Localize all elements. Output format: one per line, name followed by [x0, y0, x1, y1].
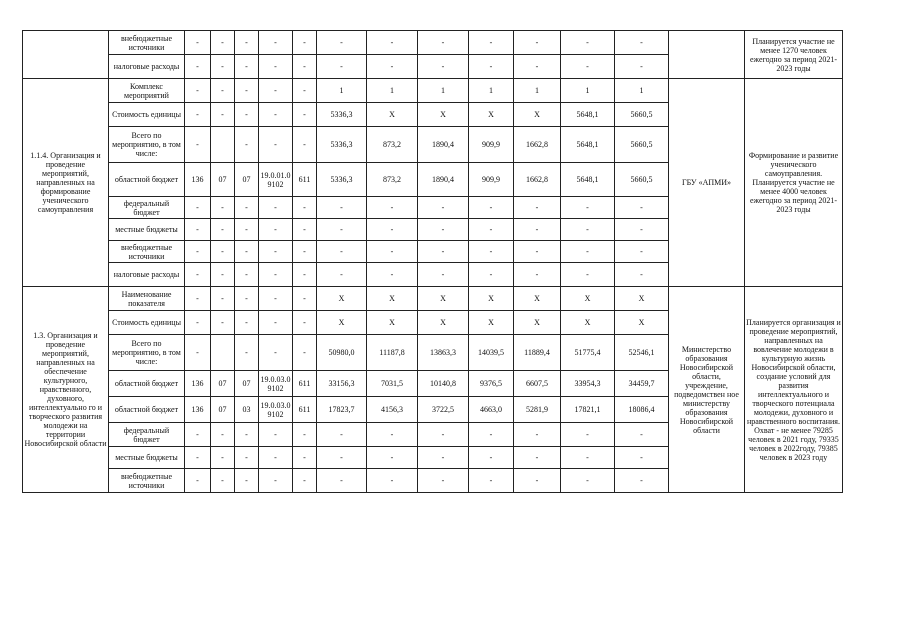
table-cell: X	[317, 287, 367, 311]
table-cell: -	[235, 79, 259, 103]
table-cell: -	[185, 219, 211, 241]
table-cell	[211, 335, 235, 371]
table-row	[23, 79, 843, 103]
table-cell: -	[293, 423, 317, 447]
table-cell: 9376,5	[469, 371, 514, 397]
table-cell: X	[418, 311, 469, 335]
table-cell: -	[469, 197, 514, 219]
program-table-page	[22, 30, 843, 493]
table-cell: 1	[469, 79, 514, 103]
row-label: местные бюджеты	[109, 447, 185, 469]
table-cell: -	[211, 241, 235, 263]
table-cell: X	[469, 287, 514, 311]
table-cell: -	[367, 263, 418, 287]
table-cell: 07	[211, 397, 235, 423]
table-cell: -	[259, 127, 293, 163]
table-cell: 17821,1	[561, 397, 615, 423]
table-cell: -	[615, 241, 669, 263]
table-cell: 07	[211, 163, 235, 197]
table-cell: X	[615, 311, 669, 335]
table-cell: -	[317, 31, 367, 55]
table-cell: 14039,5	[469, 335, 514, 371]
table-cell: -	[418, 447, 469, 469]
table-cell: 5648,1	[561, 103, 615, 127]
table-cell: 33954,3	[561, 371, 615, 397]
table-cell: -	[469, 263, 514, 287]
table-cell: -	[615, 219, 669, 241]
table-cell: -	[514, 423, 561, 447]
table-cell: 1	[561, 79, 615, 103]
table-cell: 3722,5	[418, 397, 469, 423]
table-cell: -	[235, 219, 259, 241]
table-cell: 1662,8	[514, 163, 561, 197]
table-cell: -	[469, 469, 514, 493]
activity-name: 1.3. Организация и проведение мероприятий, направленных на обеспечение культурного, нравственного, духовного, интеллектуально го и творческого развития молодежи на территории Новосибирской области	[23, 287, 109, 493]
table-row	[23, 31, 843, 55]
table-cell: -	[469, 31, 514, 55]
table-cell: -	[185, 287, 211, 311]
table-cell: -	[211, 469, 235, 493]
row-label: областной бюджет	[109, 371, 185, 397]
table-cell: X	[469, 103, 514, 127]
table-cell: 7031,5	[367, 371, 418, 397]
table-cell: -	[211, 103, 235, 127]
table-cell: -	[367, 55, 418, 79]
table-cell: -	[615, 423, 669, 447]
table-cell: 5336,3	[317, 163, 367, 197]
row-label: Комплекс мероприятий	[109, 79, 185, 103]
table-cell: 18086,4	[615, 397, 669, 423]
table-cell: -	[235, 241, 259, 263]
table-cell: 5281,9	[514, 397, 561, 423]
table-cell: 611	[293, 163, 317, 197]
table-cell: -	[259, 423, 293, 447]
table-cell: -	[317, 447, 367, 469]
table-cell: 873,2	[367, 163, 418, 197]
table-cell: 50980,0	[317, 335, 367, 371]
table-cell: -	[615, 469, 669, 493]
table-cell: X	[561, 311, 615, 335]
table-cell: 19.0.03.0 9102	[259, 371, 293, 397]
table-cell: 1	[367, 79, 418, 103]
table-cell: -	[367, 423, 418, 447]
table-cell: 10140,8	[418, 371, 469, 397]
table-cell: X	[514, 287, 561, 311]
table-cell: -	[561, 197, 615, 219]
table-cell: -	[615, 55, 669, 79]
table-cell: 909,9	[469, 127, 514, 163]
row-label: областной бюджет	[109, 397, 185, 423]
table-cell: X	[615, 287, 669, 311]
table-cell: -	[514, 31, 561, 55]
table-cell: -	[367, 197, 418, 219]
table-cell: -	[235, 335, 259, 371]
table-cell: -	[293, 79, 317, 103]
table-cell: -	[561, 219, 615, 241]
table-cell: -	[259, 219, 293, 241]
table-cell: -	[561, 241, 615, 263]
row-label: Стоимость единицы	[109, 103, 185, 127]
table-cell: -	[615, 31, 669, 55]
table-cell: -	[317, 263, 367, 287]
table-cell: 4663,0	[469, 397, 514, 423]
table-cell: -	[185, 469, 211, 493]
table-cell: -	[235, 469, 259, 493]
table-cell: 1	[418, 79, 469, 103]
row-label: федеральный бюджет	[109, 197, 185, 219]
table-cell: -	[185, 103, 211, 127]
table-cell: X	[469, 311, 514, 335]
table-cell: 13863,3	[418, 335, 469, 371]
table-cell: 11187,8	[367, 335, 418, 371]
table-cell: -	[293, 311, 317, 335]
table-cell: -	[259, 79, 293, 103]
table-cell: 1890,4	[418, 163, 469, 197]
table-cell: 07	[235, 163, 259, 197]
table-cell: 11889,4	[514, 335, 561, 371]
table-cell: -	[317, 197, 367, 219]
table-cell: 611	[293, 371, 317, 397]
table-cell: X	[514, 103, 561, 127]
table-cell: 34459,7	[615, 371, 669, 397]
table-cell: -	[235, 287, 259, 311]
table-cell: 5648,1	[561, 127, 615, 163]
table-cell: -	[185, 263, 211, 287]
executor: Министерство образования Новосибирской области, учреждение, подведомствен ное министерству образования Новосибирской области	[669, 287, 745, 493]
table-cell: -	[615, 197, 669, 219]
row-label: налоговые расходы	[109, 55, 185, 79]
table-cell: -	[185, 127, 211, 163]
table-cell: -	[235, 127, 259, 163]
table-cell: -	[293, 447, 317, 469]
table-cell: -	[259, 469, 293, 493]
row-label: Всего по мероприятию, в том числе:	[109, 127, 185, 163]
table-cell: -	[418, 469, 469, 493]
table-cell: -	[259, 311, 293, 335]
expected-result: Планируется организация и проведение мероприятий, направленных на вовлечение молодежи в культурную жизнь Новосибирской области, создание условий для развития интеллектуального и творческого потенциала молодежи, духовного и нравственного воспитания. Охват - не менее 79285 человек в 2021 году, 79335 человек в 2022году, 79385 человек в 2023 году	[745, 287, 843, 493]
table-cell: -	[317, 219, 367, 241]
table-cell: 17823,7	[317, 397, 367, 423]
table-cell: -	[235, 447, 259, 469]
table-cell: X	[418, 287, 469, 311]
row-label: местные бюджеты	[109, 219, 185, 241]
table-cell: -	[259, 287, 293, 311]
table-cell: -	[185, 447, 211, 469]
table-cell: 03	[235, 397, 259, 423]
table-cell: -	[469, 241, 514, 263]
table-cell: -	[185, 197, 211, 219]
table-cell: -	[211, 55, 235, 79]
table-cell: 1662,8	[514, 127, 561, 163]
table-cell: -	[367, 31, 418, 55]
table-cell: -	[185, 311, 211, 335]
table-cell: -	[211, 219, 235, 241]
table-cell: -	[418, 263, 469, 287]
table-cell: -	[211, 447, 235, 469]
table-cell: X	[367, 287, 418, 311]
table-cell: -	[235, 423, 259, 447]
table-cell: -	[317, 469, 367, 493]
table-cell: -	[561, 447, 615, 469]
table-cell: 1890,4	[418, 127, 469, 163]
table-cell: -	[293, 55, 317, 79]
table-cell: -	[561, 31, 615, 55]
table-cell: 19.0.01.0 9102	[259, 163, 293, 197]
table-cell: 136	[185, 397, 211, 423]
table-cell: -	[235, 263, 259, 287]
row-label: налоговые расходы	[109, 263, 185, 287]
expected-result: Планируется участие не менее 1270 человек ежегодно за период 2021-2023 годы	[745, 31, 843, 79]
table-cell: 1	[615, 79, 669, 103]
table-cell: -	[293, 197, 317, 219]
table-cell: -	[185, 31, 211, 55]
table-cell: -	[293, 241, 317, 263]
table-cell: -	[293, 469, 317, 493]
table-cell: -	[211, 423, 235, 447]
table-cell: 136	[185, 163, 211, 197]
table-cell: -	[514, 55, 561, 79]
table-cell: -	[211, 31, 235, 55]
table-cell: -	[615, 263, 669, 287]
table-cell: -	[367, 219, 418, 241]
table-cell: 873,2	[367, 127, 418, 163]
table-cell: -	[561, 423, 615, 447]
table-cell: -	[259, 31, 293, 55]
table-cell: 5648,1	[561, 163, 615, 197]
table-cell: -	[561, 469, 615, 493]
table-cell: -	[293, 287, 317, 311]
row-label: областной бюджет	[109, 163, 185, 197]
table-cell: -	[469, 423, 514, 447]
table-cell: -	[293, 219, 317, 241]
row-label: внебюджетные источники	[109, 469, 185, 493]
table-cell: 909,9	[469, 163, 514, 197]
table-cell: 5660,5	[615, 127, 669, 163]
table-cell: -	[469, 55, 514, 79]
table-cell: -	[615, 447, 669, 469]
table-cell: -	[259, 55, 293, 79]
table-cell: -	[293, 263, 317, 287]
row-label: Стоимость единицы	[109, 311, 185, 335]
row-label: Наименование показателя	[109, 287, 185, 311]
row-label: внебюджетные источники	[109, 241, 185, 263]
table-cell: -	[514, 469, 561, 493]
table-cell: 33156,3	[317, 371, 367, 397]
table-cell: -	[185, 335, 211, 371]
table-cell: -	[235, 197, 259, 219]
table-cell: -	[211, 263, 235, 287]
table-cell: X	[367, 103, 418, 127]
table-cell	[211, 127, 235, 163]
table-cell: 5660,5	[615, 103, 669, 127]
table-cell: 52546,1	[615, 335, 669, 371]
table-cell: -	[235, 31, 259, 55]
table-cell: X	[367, 311, 418, 335]
table-cell: -	[418, 55, 469, 79]
activity-name: 1.1.4. Организация и проведение мероприятий, направленных на формирование ученического самоуправления	[23, 79, 109, 287]
table-cell: 07	[235, 371, 259, 397]
table-cell: -	[259, 335, 293, 371]
table-cell: -	[367, 469, 418, 493]
table-cell: 5336,3	[317, 103, 367, 127]
table-cell: -	[418, 423, 469, 447]
table-cell: -	[514, 447, 561, 469]
table-cell: -	[235, 55, 259, 79]
activities-table	[22, 30, 843, 493]
table-cell: -	[235, 311, 259, 335]
table-cell: -	[185, 79, 211, 103]
table-cell: -	[185, 241, 211, 263]
table-cell: X	[561, 287, 615, 311]
table-cell: -	[317, 423, 367, 447]
table-cell: X	[514, 311, 561, 335]
table-cell: -	[514, 263, 561, 287]
table-cell: -	[418, 197, 469, 219]
table-cell: -	[293, 31, 317, 55]
table-cell: -	[211, 287, 235, 311]
table-row	[23, 287, 843, 311]
table-cell: -	[293, 335, 317, 371]
table-cell: -	[259, 241, 293, 263]
table-cell: -	[418, 241, 469, 263]
table-cell: -	[293, 127, 317, 163]
table-cell: 19.0.03.0 9102	[259, 397, 293, 423]
activity-name	[23, 31, 109, 79]
table-cell: -	[514, 197, 561, 219]
table-cell: X	[418, 103, 469, 127]
table-cell: -	[469, 219, 514, 241]
table-cell: -	[317, 55, 367, 79]
table-cell: 07	[211, 371, 235, 397]
table-cell: 6607,5	[514, 371, 561, 397]
row-label: федеральный бюджет	[109, 423, 185, 447]
table-cell: -	[293, 103, 317, 127]
table-cell: 51775,4	[561, 335, 615, 371]
table-cell: X	[317, 311, 367, 335]
table-cell: -	[259, 103, 293, 127]
table-cell: 5336,3	[317, 127, 367, 163]
table-cell: -	[185, 423, 211, 447]
table-cell: 136	[185, 371, 211, 397]
table-cell: -	[418, 31, 469, 55]
table-cell: -	[418, 219, 469, 241]
table-cell: -	[185, 55, 211, 79]
executor: ГБУ «АПМИ»	[669, 79, 745, 287]
table-cell: -	[259, 447, 293, 469]
table-cell: -	[317, 241, 367, 263]
table-cell: 5660,5	[615, 163, 669, 197]
table-cell: -	[211, 197, 235, 219]
table-cell: 1	[317, 79, 367, 103]
table-cell: -	[367, 447, 418, 469]
table-cell: -	[514, 241, 561, 263]
table-cell: -	[514, 219, 561, 241]
table-cell: -	[259, 197, 293, 219]
table-cell: -	[211, 79, 235, 103]
expected-result: Формирование и развитие ученического самоуправления. Планируется участие не менее 4000 человек ежегодно за период 2021-2023 годы	[745, 79, 843, 287]
row-label: Всего по мероприятию, в том числе:	[109, 335, 185, 371]
table-cell: -	[561, 55, 615, 79]
table-cell: -	[211, 311, 235, 335]
table-cell: 611	[293, 397, 317, 423]
table-cell: -	[469, 447, 514, 469]
table-cell: -	[235, 103, 259, 127]
table-cell: -	[561, 263, 615, 287]
executor	[669, 31, 745, 79]
table-cell: 1	[514, 79, 561, 103]
table-cell: -	[367, 241, 418, 263]
table-cell: 4156,3	[367, 397, 418, 423]
row-label: внебюджетные источники	[109, 31, 185, 55]
table-cell: -	[259, 263, 293, 287]
